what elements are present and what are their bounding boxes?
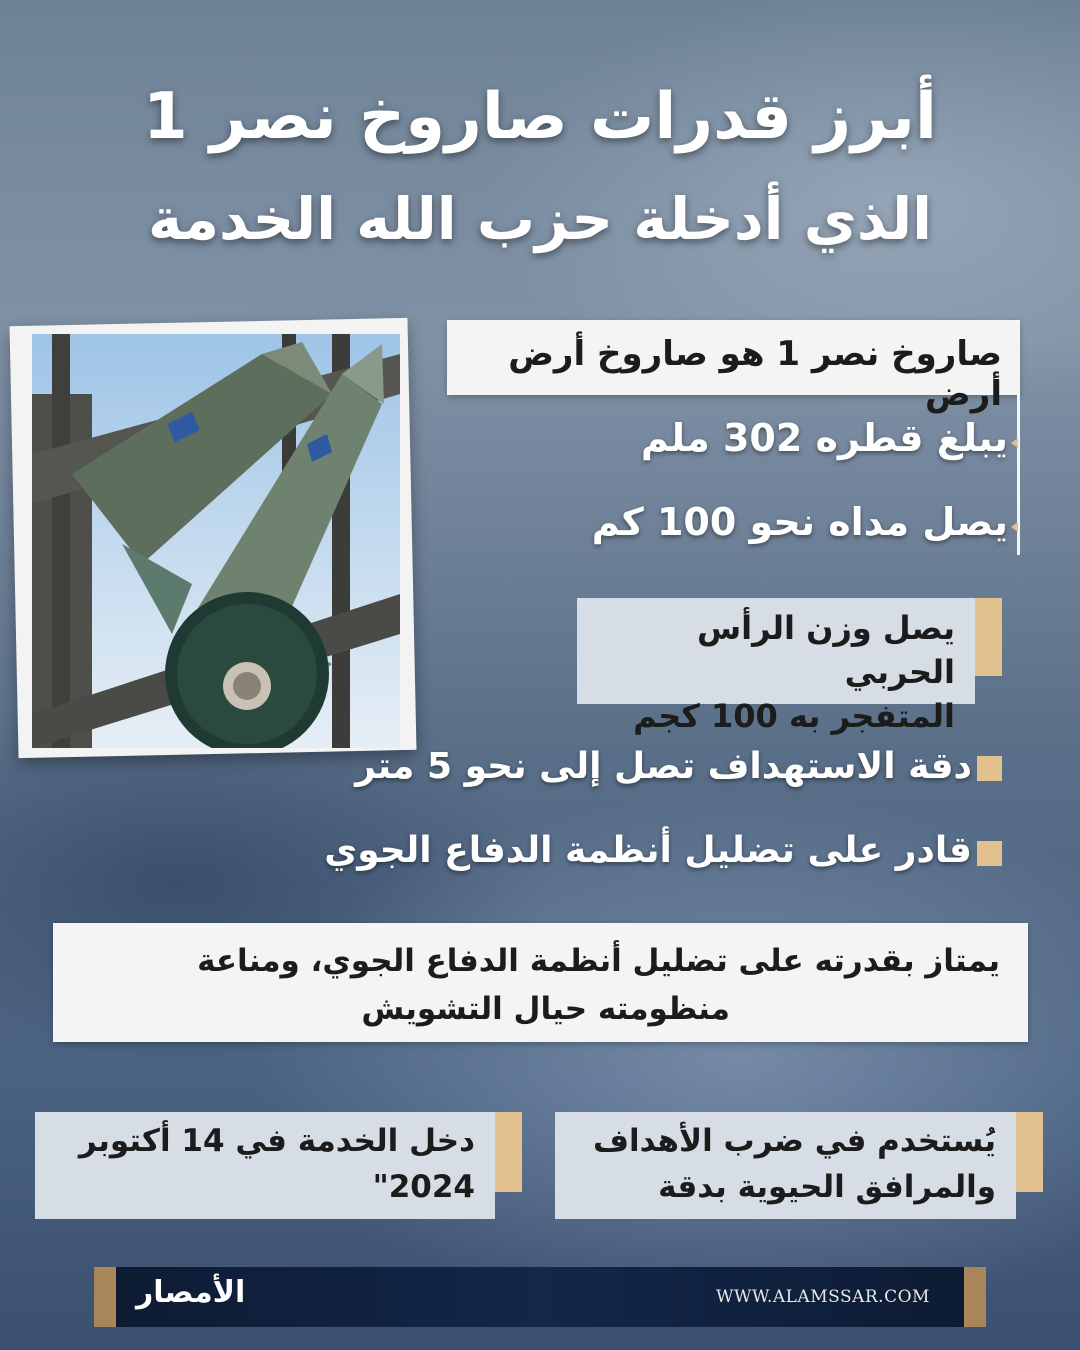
fact-warhead-line1: يصل وزن الرأس الحربي xyxy=(696,609,955,691)
bullet-arrow-icon xyxy=(1011,438,1018,448)
missile-illustration xyxy=(32,334,400,748)
usage-box xyxy=(555,1112,1016,1219)
bullet-arrow-icon xyxy=(1011,522,1018,532)
fact-diameter-text: يبلغ قطره 302 ملم xyxy=(640,416,1008,460)
bullet-square-icon xyxy=(977,841,1002,866)
page-subtitle: الذي أدخلة حزب الله الخدمة xyxy=(147,185,933,253)
accent-bar xyxy=(495,1112,522,1192)
fact-box-surface xyxy=(447,320,1020,414)
feature-line2: منظومته حيال التشويش xyxy=(361,991,730,1027)
website-url[interactable]: WWW.ALAMSSAR.COM xyxy=(716,1287,930,1307)
fact-surface-text: صاروخ نصر 1 هو صاروخ أرض أرض xyxy=(508,334,1002,414)
bullet-square-icon xyxy=(977,756,1002,781)
footer-bar xyxy=(94,1267,986,1327)
feature-box xyxy=(53,923,1028,1042)
fact-accuracy-text: دقة الاستهداف تصل إلى نحو 5 متر xyxy=(355,746,972,787)
fact-mislead-text: قادر على تضليل أنظمة الدفاع الجوي xyxy=(324,830,972,871)
feature-line1: يمتاز بقدرته على تضليل أنظمة الدفاع الجوي، ومناعة xyxy=(197,943,1000,979)
usage-line2: والمرافق الحيوية بدقة xyxy=(658,1169,996,1205)
service-line1: دخل الخدمة في 14 أكتوبر xyxy=(78,1123,475,1159)
brand-logo: الأمصار xyxy=(136,1275,246,1310)
accent-bar xyxy=(1016,1112,1043,1192)
service-line2: 2024" xyxy=(372,1169,475,1205)
service-box xyxy=(35,1112,495,1219)
fact-warhead-line2: المتفجر به 100 كجم xyxy=(633,697,955,735)
usage-line1: يُستخدم في ضرب الأهداف xyxy=(593,1123,996,1159)
fact-box-warhead xyxy=(577,598,975,735)
fact-range-text: يصل مداه نحو 100 كم xyxy=(591,500,1008,544)
missile-photo xyxy=(32,334,400,748)
accent-bar xyxy=(975,598,1002,676)
page-title: أبرز قدرات صاروخ نصر 1 xyxy=(143,80,937,154)
